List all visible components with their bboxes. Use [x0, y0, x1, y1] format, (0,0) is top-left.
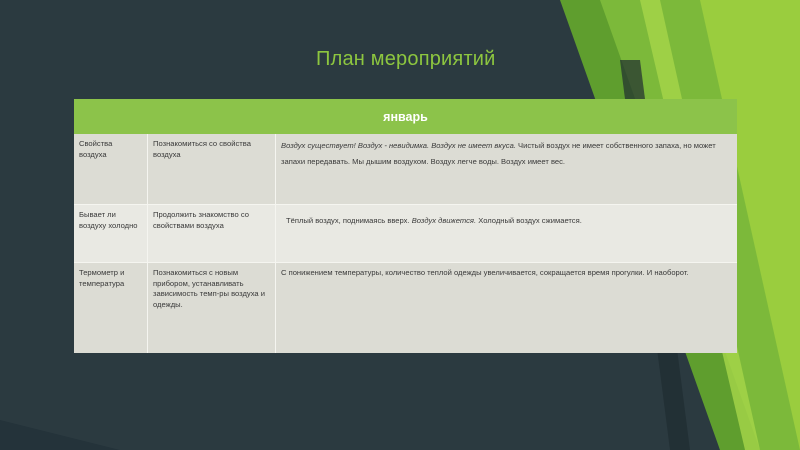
- table-row: [74, 204, 737, 263]
- plan-table: [74, 99, 737, 352]
- table-row: [74, 134, 737, 204]
- goal-cell: Продолжить знакомство со свойствами воздуха: [148, 205, 276, 263]
- description-text-end: Холодный воздух сжимается.: [476, 216, 582, 225]
- description-cell: [276, 134, 737, 204]
- description-italic: Воздух движется.: [411, 216, 477, 225]
- description-cell: [276, 205, 737, 263]
- description-text: Тёплый воздух, поднимаясь вверх.: [286, 216, 412, 225]
- table-row: [74, 262, 737, 353]
- topic-cell: Свойства воздуха: [74, 134, 148, 204]
- description-cell: С понижением температуры, количество теплой одежды увеличивается, сокращается время прогулки. И наоборот.: [281, 268, 689, 277]
- description-italic: Воздух существует! Воздух - невидимка. Воздух не имеет вкуса.: [281, 141, 516, 150]
- goal-cell: Познакомиться со свойства воздуха: [148, 134, 276, 204]
- topic-cell: Бывает ли воздуху холодно: [74, 205, 148, 263]
- topic-cell: Термометр и температура: [74, 263, 148, 353]
- table-header-month: январь: [74, 99, 737, 134]
- page-title: План мероприятий: [316, 48, 496, 70]
- description-text: Чистый воздух не имеет собственного запаха, но может запахи передавать. Мы дышим воздухом. Воздух легче воды. Воздух имеет вес.: [281, 141, 716, 166]
- goal-cell: Познакомиться с новым прибором, устанавливать зависимость темп-ры воздуха и одежды.: [148, 263, 276, 353]
